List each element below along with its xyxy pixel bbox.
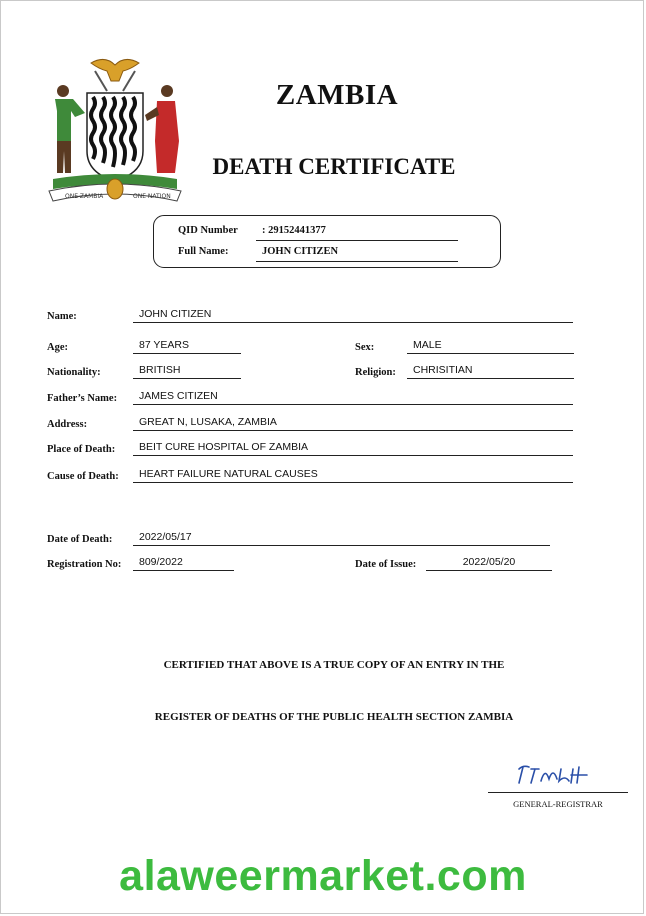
registration-no-label: Registration No:: [47, 559, 122, 570]
watermark-text: alaweermarket.com: [119, 852, 527, 900]
name-field: JOHN CITIZEN: [133, 310, 573, 323]
date-of-issue-label: Date of Issue:: [355, 559, 417, 570]
sex-label: Sex:: [355, 342, 375, 353]
address-label: Address:: [47, 419, 88, 430]
date-of-death-field: 2022/05/17: [133, 533, 550, 546]
cause-of-death-label: Cause of Death:: [47, 471, 119, 482]
name-label: Name:: [47, 311, 77, 322]
religion-label: Religion:: [355, 367, 396, 378]
signature-line: [488, 792, 628, 793]
document-title: DEATH CERTIFICATE: [212, 154, 456, 179]
full-name-underline: [256, 261, 458, 262]
date-of-issue-field: 2022/05/20: [426, 558, 552, 571]
nationality-field: BRITISH: [133, 366, 241, 379]
country-title: ZAMBIA: [275, 79, 399, 111]
place-of-death-label: Place of Death:: [47, 444, 116, 455]
signature-icon: [509, 761, 599, 789]
qid-value: : 29152441377: [262, 225, 326, 236]
age-label: Age:: [47, 342, 68, 353]
religion-field: CHRISITIAN: [407, 366, 574, 379]
registration-no-field: 809/2022: [133, 558, 234, 571]
full-name-label: Full Name:: [178, 246, 229, 257]
signature-title: GENERAL-REGISTRAR: [513, 799, 603, 809]
qid-underline: [256, 240, 458, 241]
svg-text:ONE ZAMBIA: ONE ZAMBIA: [65, 193, 104, 200]
certification-line-2: REGISTER OF DEATHS OF THE PUBLIC HEALTH SECTION ZAMBIA: [154, 711, 514, 723]
address-field: GREAT N, LUSAKA, ZAMBIA: [133, 418, 573, 431]
nationality-label: Nationality:: [47, 367, 101, 378]
full-name-value: JOHN CITIZEN: [262, 246, 339, 257]
sex-field: MALE: [407, 341, 574, 354]
qid-label: QID Number: [178, 225, 238, 236]
id-summary-box: [153, 215, 501, 268]
father-name-field: JAMES CITIZEN: [133, 392, 573, 405]
date-of-death-label: Date of Death:: [47, 534, 113, 545]
cause-of-death-field: HEART FAILURE NATURAL CAUSES: [133, 470, 573, 483]
place-of-death-field: BEIT CURE HOSPITAL OF ZAMBIA: [133, 443, 573, 456]
age-field: 87 YEARS: [133, 341, 241, 354]
svg-text:ONE NATION: ONE NATION: [133, 193, 171, 200]
certification-line-1: CERTIFIED THAT ABOVE IS A TRUE COPY OF AN ENTRY IN THE: [163, 659, 505, 671]
father-name-label: Father’s Name:: [47, 393, 118, 404]
coat-of-arms-icon: [45, 51, 185, 211]
